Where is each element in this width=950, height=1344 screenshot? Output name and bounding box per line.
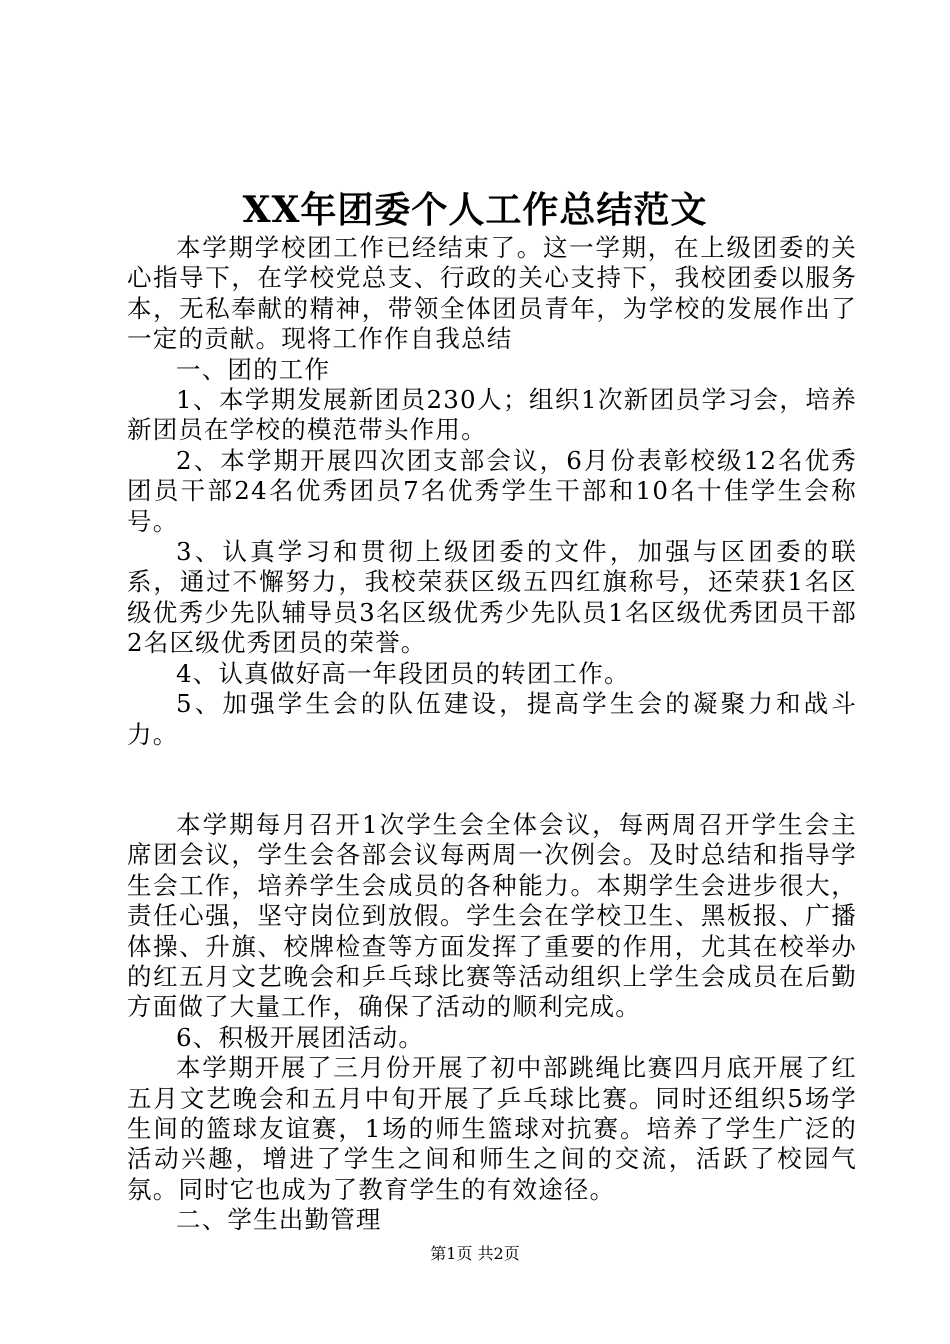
- list-item-1: 1、本学期发展新团员230人；组织1次新团员学习会，培养新团员在学校的模范带头作用。: [127, 385, 857, 445]
- section-heading-attendance: 二、学生出勤管理: [176, 1205, 382, 1235]
- paragraph-activities: 本学期开展了三月份开展了初中部跳绳比赛四月底开展了红五月文艺晚会和五月中旬开展了乒乓球比赛。同时还组织5场学生间的篮球友谊赛，1场的师生篮球对抗赛。培养了学生广泛的活动兴趣，增进了学生之间和师生之间的交流，活跃了校园气氛。同时它也成为了教育学生的有效途径。: [127, 1053, 857, 1204]
- document-title: XX年团委个人工作总结范文: [242, 189, 708, 231]
- document-body: [127, 233, 857, 1236]
- list-item-2: 2、本学期开展四次团支部会议，6月份表彰校级12名优秀团员干部24名优秀团员7名优秀学生干部和10名十佳学生会称号。: [127, 445, 857, 536]
- paragraph-intro: 本学期学校团工作已经结束了。这一学期，在上级团委的关心指导下，在学校党总支、行政的关心支持下，我校团委以服务本，无私奉献的精神，带领全体团员青年，为学校的发展作出了一定的贡献。现将工作作自我总结: [127, 233, 857, 354]
- page-number-footer: 第1页 共2页: [430, 1244, 520, 1263]
- list-item-4: 4、认真做好高一年段团员的转团工作。: [176, 658, 630, 688]
- list-item-5: 5、加强学生会的队伍建设，提高学生会的凝聚力和战斗力。: [127, 689, 857, 749]
- paragraph-student-union: 本学期每月召开1次学生会全体会议，每两周召开学生会主席团会议，学生会各部会议每两周一次例会。及时总结和指导学生会工作，培养学生会成员的各种能力。本期学生会进步很大，责任心强，坚守岗位到放假。学生会在学校卫生、黑板报、广播体操、升旗、校牌检查等方面发挥了重要的作用，尤其在校举办的红五月文艺晚会和乒乓球比赛等活动组织上学生会成员在后勤方面做了大量工作，确保了活动的顺利完成。: [127, 809, 857, 1022]
- list-item-3: 3、认真学习和贯彻上级团委的文件，加强与区团委的联系，通过不懈努力，我校荣获区级五四红旗称号，还荣获1名区级优秀少先队辅导员3名区级优秀少先队员1名区级优秀团员干部2名区级优秀团员的荣誉。: [127, 537, 857, 658]
- list-item-6: 6、积极开展团活动。: [176, 1022, 425, 1052]
- section-heading-league-work: 一、团的工作: [176, 354, 331, 384]
